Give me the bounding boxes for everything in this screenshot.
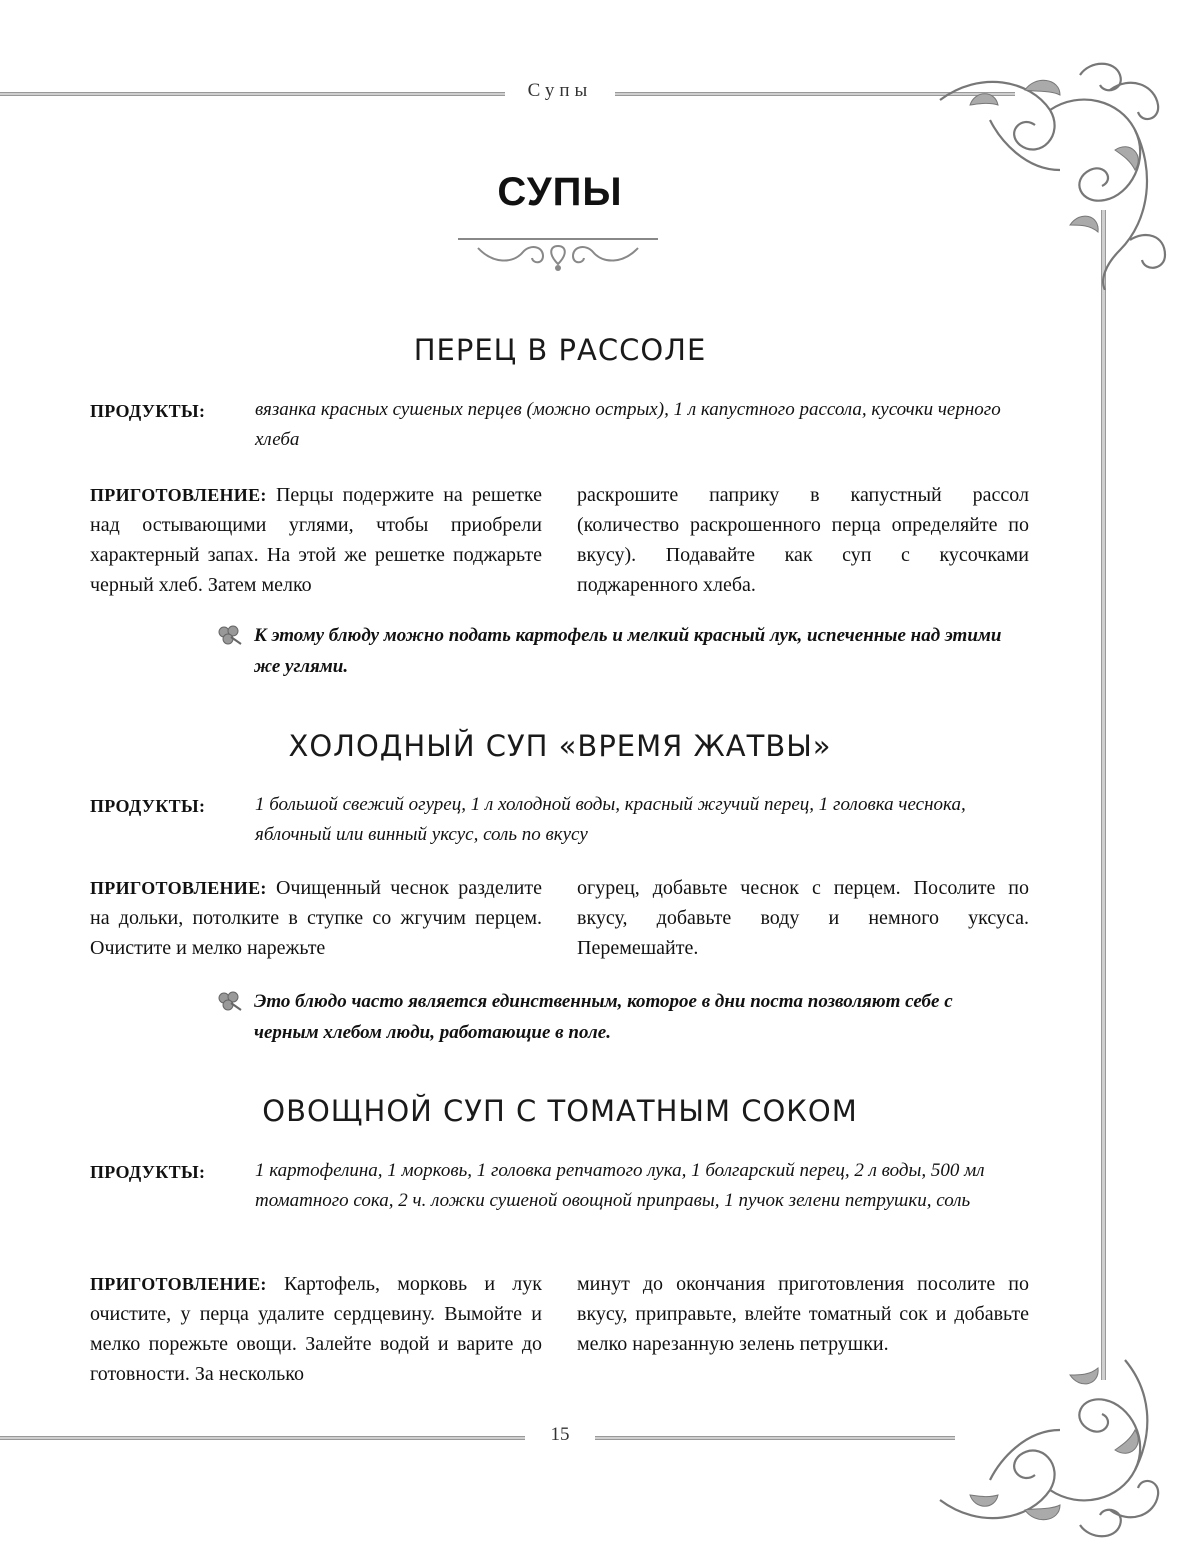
top-frame-line-left bbox=[0, 92, 505, 96]
preparation-right-column: огурец, добавьте чеснок с перцем. Посолите по вкусу, добавьте воду и немного уксуса. Перемешайте. bbox=[577, 877, 1029, 959]
ingredients-text: вязанка красных сушеных перцев (можно острых), 1 л капустного рассола, кусочки черного хлеба bbox=[255, 399, 1001, 450]
clover-icon bbox=[217, 625, 243, 645]
running-head: Супы bbox=[527, 80, 593, 101]
ingredients-text: 1 большой свежий огурец, 1 л холодной воды, красный жгучий перец, 1 головка чеснока, яблочный или винный уксус, соль по вкусу bbox=[255, 794, 966, 845]
recipe-title-vegetable-soup: ОВОЩНОЙ СУП С ТОМАТНЫМ СОКОМ bbox=[262, 1094, 858, 1128]
tip-text: К этому блюду можно подать картофель и мелкий красный лук, испеченные над этими же углями. bbox=[254, 625, 1002, 677]
tip-note bbox=[217, 986, 1007, 1048]
right-frame-line bbox=[1101, 210, 1106, 1380]
ingredients-label: ПРОДУКТЫ: bbox=[90, 796, 206, 816]
corner-flourish-top-right bbox=[930, 60, 1180, 290]
preparation-right-column: раскрошите паприку в капустный рассол (количество раскрошенного перца определяйте по вкусу). Подавайте как суп с кусочками поджаренного хлеба. bbox=[577, 484, 1029, 596]
section-title: СУПЫ bbox=[497, 170, 623, 214]
ingredients-label: ПРОДУКТЫ: bbox=[90, 401, 206, 421]
ingredients-label: ПРОДУКТЫ: bbox=[90, 1162, 206, 1182]
recipe-title-cold-soup: ХОЛОДНЫЙ СУП «ВРЕМЯ ЖАТВЫ» bbox=[288, 729, 832, 763]
title-divider-ornament bbox=[458, 234, 658, 274]
preparation-text: Перцы подержите на решетке над остывающими углями, чтобы приобрели характерный запах. На этой же решетке поджарьте черный хлеб. Затем мелко bbox=[90, 484, 542, 596]
tip-note bbox=[217, 620, 1007, 682]
recipe-title-pepper-in-brine: ПЕРЕЦ В РАССОЛЕ bbox=[413, 333, 707, 367]
preparation-label: ПРИГОТОВЛЕНИЕ: bbox=[90, 1274, 267, 1294]
preparation-right-column: минут до окончания приготовления посолите по вкусу, приправьте, влейте томатный сок и добавьте мелко нарезанную зелень петрушки. bbox=[577, 1273, 1029, 1355]
bottom-frame-line-left bbox=[0, 1436, 525, 1440]
ingredients-text: 1 картофелина, 1 морковь, 1 головка репчатого лука, 1 болгарский перец, 2 л воды, 500 мл томатного сока, 2 ч. ложки сушеной овощной приправы, 1 пучок зелени петрушки, соль bbox=[255, 1160, 985, 1211]
corner-flourish-bottom-right bbox=[930, 1350, 1180, 1550]
clover-icon bbox=[217, 991, 243, 1011]
preparation-left-column bbox=[90, 480, 542, 600]
preparation-label: ПРИГОТОВЛЕНИЕ: bbox=[90, 485, 267, 505]
preparation-text: Очищенный чеснок разделите на дольки, потолките в ступке со жгучим перцем. Очистите и мелко нарежьте bbox=[90, 877, 542, 959]
preparation-left-column bbox=[90, 1269, 542, 1389]
page-number: 15 bbox=[550, 1424, 570, 1445]
preparation-label: ПРИГОТОВЛЕНИЕ: bbox=[90, 878, 267, 898]
preparation-text: Картофель, морковь и лук очистите, у перца удалите сердцевину. Вымойте и мелко порежьте овощи. Залейте водой и варите до готовности. За несколько bbox=[90, 1273, 542, 1385]
bottom-frame-line-right bbox=[595, 1436, 955, 1440]
preparation-left-column bbox=[90, 873, 542, 963]
tip-text: Это блюдо часто является единственным, которое в дни поста позволяют себе с черным хлебом люди, работающие в поле. bbox=[254, 991, 953, 1043]
